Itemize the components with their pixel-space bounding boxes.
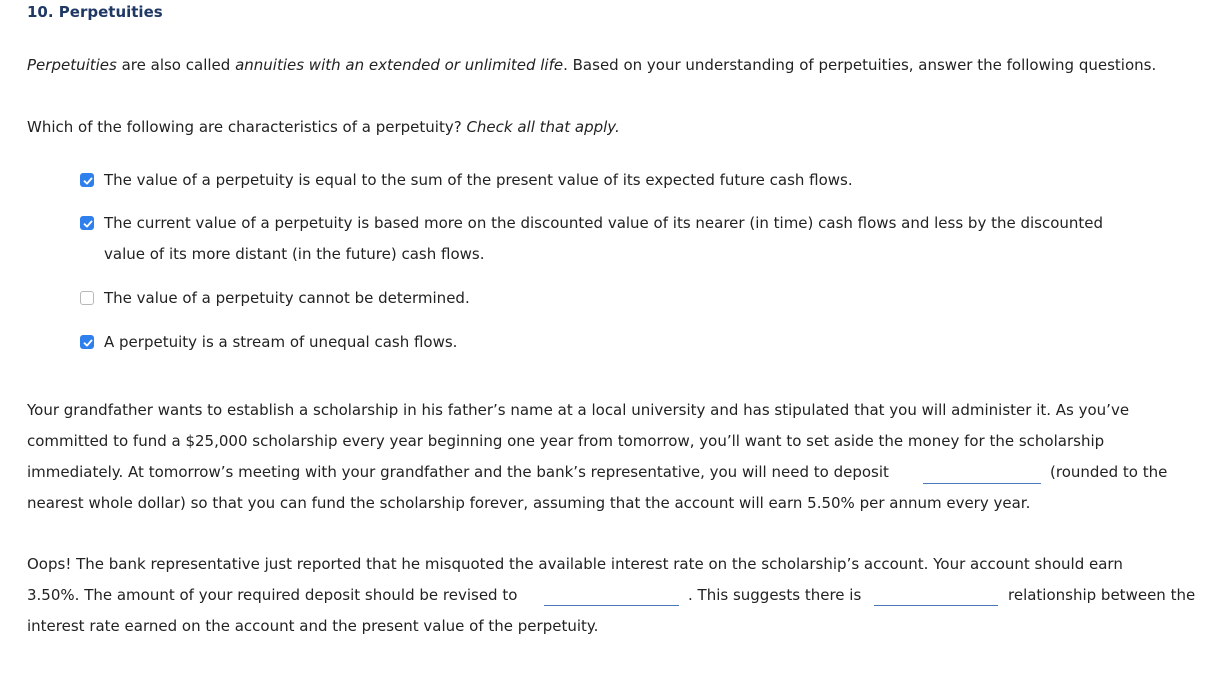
option-2-checkbox[interactable] (80, 216, 94, 230)
checkmark-icon (82, 337, 94, 349)
option-2-label[interactable]: The current value of a perpetuity is based more on the discounted value of its nearer (in time) cash flows and less by the discounted (104, 214, 1104, 232)
option-1-checkbox[interactable] (80, 173, 94, 187)
intro-term: Perpetuities (27, 56, 117, 74)
revision-text-line-3: interest rate earned on the account and the present value of the perpetuity. (27, 617, 599, 635)
option-3-label[interactable]: The value of a perpetuity cannot be determined. (104, 289, 470, 307)
scholarship-text-rounded: (rounded to the (1050, 463, 1168, 481)
intro-definition: annuities with an extended or unlimited life (235, 56, 564, 74)
revision-text-line-2: 3.50%. The amount of your required deposit should be revised to (27, 586, 518, 604)
option-3-checkbox[interactable] (80, 291, 94, 305)
option-1-label[interactable]: The value of a perpetuity is equal to the sum of the present value of its expected future cash flows. (104, 171, 853, 189)
option-4-label[interactable]: A perpetuity is a stream of unequal cash flows. (104, 333, 458, 351)
question-instruction: Check all that apply. (466, 118, 620, 136)
revision-text-suggests: . This suggests there is (688, 586, 862, 604)
option-4-checkbox[interactable] (80, 335, 94, 349)
question-text: Which of the following are characteristics of a perpetuity? Check all that apply. (27, 118, 620, 136)
scholarship-text-line-4: nearest whole dollar) so that you can fund the scholarship forever, assuming that the account will earn 5.50% per annum every year. (27, 494, 1031, 512)
relationship-dropdown[interactable] (874, 605, 998, 606)
revision-text-relationship: relationship between the (1008, 586, 1196, 604)
scholarship-text-line-2: committed to fund a $25,000 scholarship every year beginning one year from tomorrow, you’ll want to set aside the money for the scholarship (27, 432, 1105, 450)
intro-text: Perpetuities are also called annuities with an extended or unlimited life. Based on your understanding of perpetuities, answer the following questions. (27, 56, 1157, 74)
revision-text-line-1: Oops! The bank representative just reported that he misquoted the available interest rate on the scholarship’s account. Your account should earn (27, 555, 1123, 573)
scholarship-text-line-1: Your grandfather wants to establish a scholarship in his father’s name at a local university and has stipulated that you will administer it. As you’ve (27, 401, 1130, 419)
option-2-label-cont[interactable]: value of its more distant (in the future) cash flows. (104, 245, 485, 263)
revised-deposit-dropdown[interactable] (544, 605, 679, 606)
deposit-answer-input[interactable] (923, 483, 1041, 484)
checkmark-icon (82, 175, 94, 187)
checkmark-icon (82, 218, 94, 230)
page-title: 10. Perpetuities (27, 3, 163, 21)
scholarship-text-line-3: immediately. At tomorrow’s meeting with your grandfather and the bank’s representative, you will need to deposit (27, 463, 889, 481)
